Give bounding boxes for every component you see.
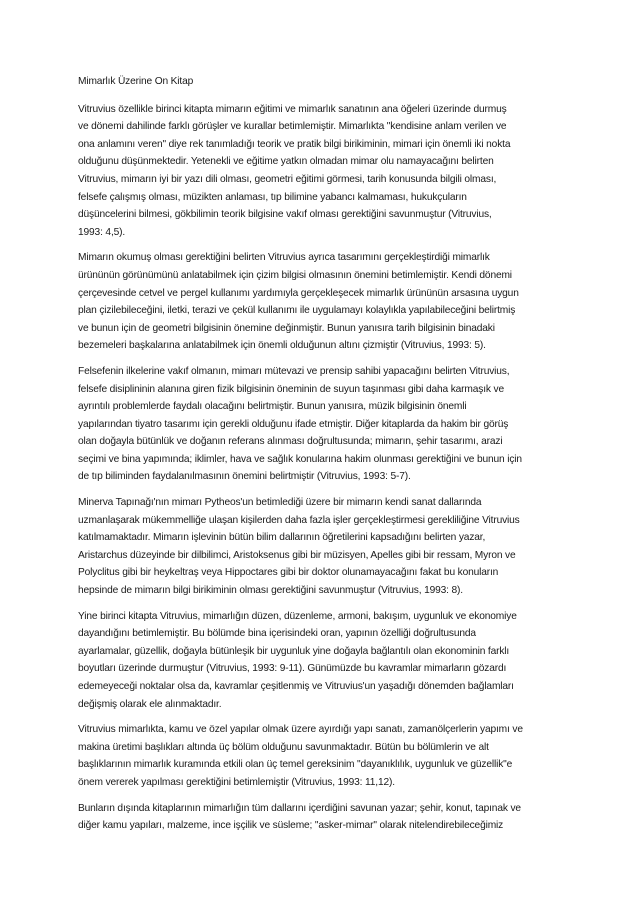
text-line: ayrıntılı problemlerde faydalı olacağını belirtmiştir. Bunun yanısıra, müzik bilgisinin önemli <box>78 401 467 413</box>
text-line: felsefe çalışmış olması, müzikten anlaması, tıp bilimine yabancı kalmaması, hukukçuların <box>78 191 467 203</box>
text-line: olan doğayla bütünlük ve doğanın referans alınması doğrultusunda; mimarın, şehir tasarımı, arazi <box>78 436 503 448</box>
text-line: Vitruvius mimarlıkta, kamu ve özel yapılar olmak üzere ayırdığı yapı sanatı, zamanölçerlerin yapımı ve <box>78 724 523 736</box>
paragraph <box>78 800 566 835</box>
paragraph <box>78 249 566 355</box>
text-line: Vitruvius, mimarın iyi bir yazı dili olması, geometri eğitimi görmesi, tarih konusunda bilgili olması, <box>78 173 497 185</box>
text-line: uzmanlaşarak mükemmelliğe ulaşan kişilerden daha fazla işler gerçekleştirmesi gerekliliğine Vitruvius <box>78 514 520 526</box>
text-line: düşüncelerini bilmesi, gökbilimin teorik bilgisine vakıf olması gerektiğini savunmuştur (Vitruvius, <box>78 209 492 221</box>
paragraph-container <box>78 101 566 835</box>
paragraph <box>78 608 566 714</box>
document-body <box>78 73 566 843</box>
text-line: ürününün görünümünü anlatabilmek için çizim bilgisi olmasının önemini betimlemiştir. Kendi dönemi <box>78 269 512 281</box>
paragraph <box>78 101 566 242</box>
paragraph <box>78 363 566 486</box>
text-line: ayarlamalar, güzellik, doğayla bütünleşik bir uygunluk yine doğayla bağlantılı olan ekonominin farklı <box>78 645 510 657</box>
text-line: de tıp biliminden faydalanılmasının önemini belirtmiştir (Vitruvius, 1993: 5-7). <box>78 471 411 483</box>
text-line: boyutları üzerinde durmuştur (Vitruvius, 1993: 9-11). Günümüzde bu kavramlar mimarların gözardı <box>78 663 507 675</box>
text-line: dayandığını betimlemiştir. Bu bölümde bina içerisindeki oran, yapının özelliği doğrultusunda <box>78 628 476 640</box>
text-line: değişmiş olarak ele alınmaktadır. <box>78 698 222 710</box>
text-line: edemeyeceği noktalar olsa da, kavramlar çeşitlenmiş ve Vitruvius'un yaşadığı dönemden bağlamları <box>78 681 514 692</box>
text-line: Yine birinci kitapta Vitruvius, mimarlığın düzen, düzenleme, armoni, bakışım, uygunluk ve ekonomiye <box>78 610 517 622</box>
text-line: 1993: 4,5). <box>78 226 126 238</box>
text-line: Aristarchus düzeyinde bir dilbilimci, Aristoksenus gibi bir müzisyen, Apelles gibi bir ressam, Myron ve <box>78 549 516 561</box>
text-line: olduğunu düşünmektedir. Yetenekli ve eğitime yatkın olmadan mimar olu namayacağını belirten <box>78 156 494 168</box>
text-line: Minerva Tapınağı'nın mimarı Pytheos'un betimlediği üzere bir mimarın kendi sanat dallarında <box>78 497 482 509</box>
text-line: ona anlamını veren" diye rek tanımladığı teorik ve pratik bilgi birikiminin, mimari için önemli iki nokta <box>78 138 511 150</box>
text-line: önem vererek yapılması gerektiğini betimlemiştir (Vitruvius, 1993: 11,12). <box>78 776 395 788</box>
text-line: Vitruvius özellikle birinci kitapta mimarın eğitimi ve mimarlık sanatının ana öğeleri üzerinde durmuş <box>78 103 507 115</box>
text-line: katılmamaktadır. Mimarın işlevinin bütün bilim dallarının öğretilerini kapsadığını belirten yazar, <box>78 532 486 544</box>
text-line: makina üretimi başlıkları altında üç bölüm olduğunu savunmaktadır. Bütün bu bölümlerin ve alt <box>78 741 489 753</box>
text-line: ve bunun için de geometri bilgisinin önemine değinmiştir. Bunun yanısıra tarih bilgisinin binadaki <box>78 322 495 334</box>
text-line: diğer kamu yapıları, malzeme, ince işçilik ve süsleme; "asker-mimar" olarak nitelendirebileceğimiz <box>78 820 504 832</box>
text-line: Felsefenin ilkelerine vakıf olmanın, mimarı mütevazi ve prensip sahibi yapacağını belirten Vitruvius, <box>78 365 510 377</box>
text-line: plan çizilebileceğini, iletki, terazi ve çekül kullanımı ile uygulamayı kolaylıkla yapılabileceğini belirtmiş <box>78 305 516 317</box>
text-line: çerçevesinde cetvel ve pergel kullanımı yardımıyla gerçekleşecek mimarlık ürününün arsasına uygun <box>78 287 519 299</box>
text-line: Mimarın okumuş olması gerektiğini belirten Vitruvius ayrıca tasarımını gerçekleştirdiği mimarlık <box>78 252 490 264</box>
text-line: başlıklarının mimarlık kuramında etkili olan üç temel gereksinim "dayanıklılık, uygunluk ve güzellik"e <box>78 759 513 771</box>
paragraph <box>78 721 566 791</box>
text-line: Bunların dışında kitaplarının mimarlığın tüm dallarını içerdiğini savunan yazar; şehir, konut, tapınak ve <box>78 802 521 814</box>
text-line: yapılarından tiyatro tasarımı için gerekli olduğunu ifade etmiştir. Diğer kitaplarda da hakim bir görüş <box>78 418 509 430</box>
text-line: hepsinde de mimarın bilgi birikiminin olması gerektiğini savunmuştur (Vitruvius, 1993: 8). <box>78 585 463 597</box>
document-title: Mimarlık Üzerine On Kitap <box>78 76 194 87</box>
text-line: seçimi ve bina yapımında; iklimler, hava ve sağlık konularına hakim olunması gerektiğini ve bunun için <box>78 453 522 465</box>
text-line: ve dönemi dahilinde farklı görüşler ve kurallar betimlemiştir. Mimarlıkta "kendisine anlam verilen ve <box>78 121 507 133</box>
paragraph <box>78 494 566 600</box>
text-line: bezemeleri başkalarına anlatabilmek için önemli olduğunun altını çizmiştir (Vitruvius, 1993: 5). <box>78 340 486 352</box>
text-line: Polyclitus gibi bir heykeltraş veya Hippoctares gibi bir doktor olunamayacağını fakat bu konuların <box>78 567 499 579</box>
text-line: felsefe disiplininin alanına giren fizik bilgisinin öneminin de suyun taşınması gibi daha karmaşık ve <box>78 383 504 395</box>
